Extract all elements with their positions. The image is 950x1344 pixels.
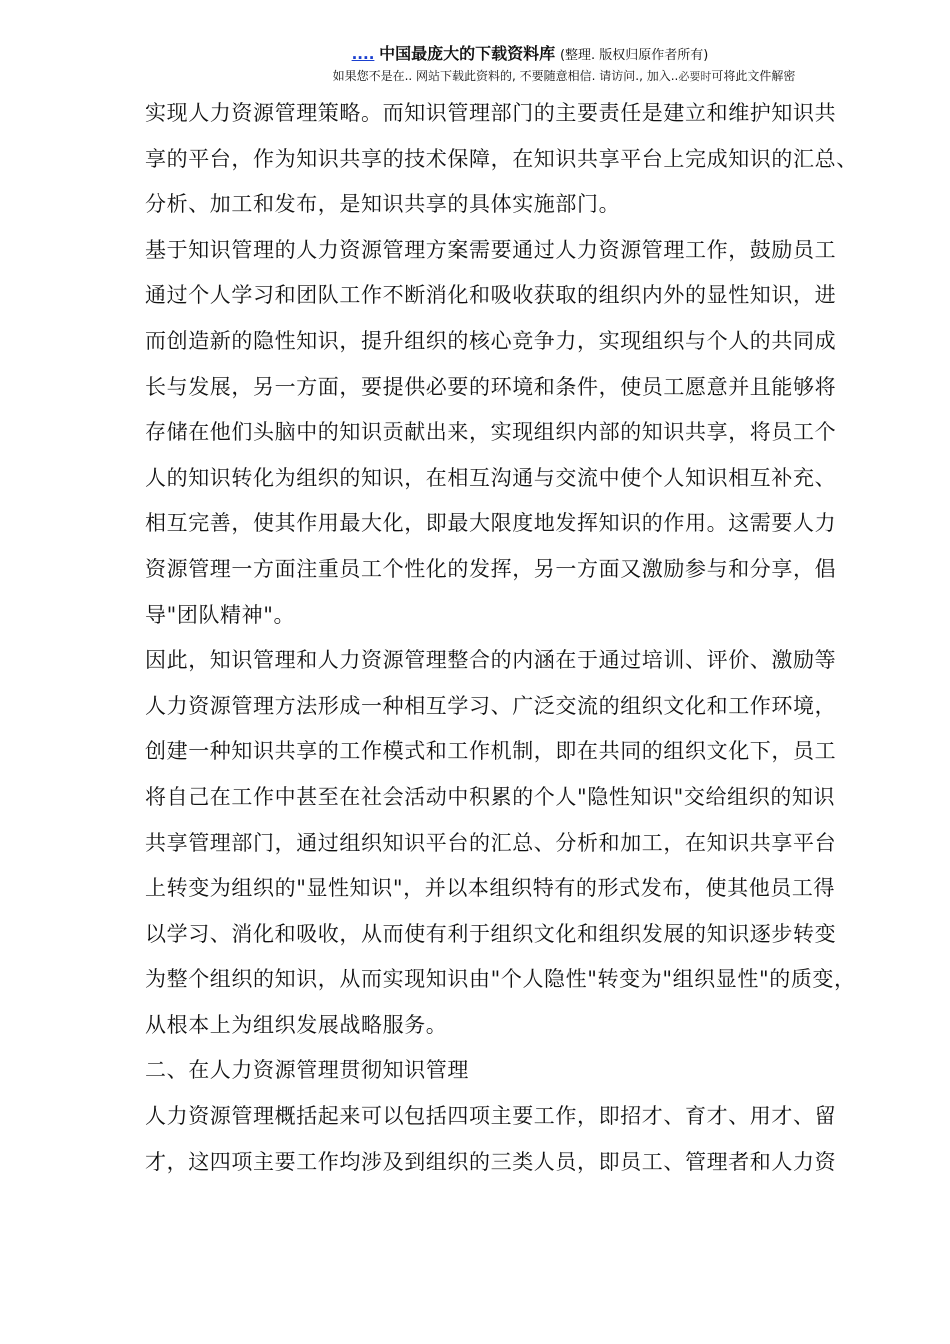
text-line: 以学习、消化和吸收，从而使有利于组织文化和组织发展的知识逐步转变: [145, 921, 837, 946]
text-line: 而创造新的隐性知识，提升组织的核心竞争力，实现组织与个人的共同成: [145, 328, 837, 353]
header-notice-small: 必要时: [678, 70, 712, 83]
header-line-2: [178, 68, 950, 85]
section-heading: 二、在人力资源管理贯彻知识管理: [145, 1058, 469, 1083]
text-line: 为整个组织的知识，从而实现知识由"个人隐性"转变为"组织显性"的质变，: [145, 967, 856, 992]
text-line: 相互完善，使其作用最大化，即最大限度地发挥知识的作用。这需要人力: [145, 511, 837, 536]
text-line: 存储在他们头脑中的知识贡献出来，实现组织内部的知识共享，将员工个: [145, 420, 837, 445]
header-notice-end: 可将此文件解密: [711, 69, 796, 83]
header-link-dots[interactable]: ....: [351, 45, 375, 63]
text-line: 共享管理部门，通过组织知识平台的汇总、分析和加工，在知识共享平台: [145, 830, 837, 855]
text-line: 实现人力资源管理策略。而知识管理部门的主要责任是建立和维护知识共: [145, 101, 837, 125]
text-line: 长与发展，另一方面，要提供必要的环境和条件，使员工愿意并且能够将: [145, 374, 837, 399]
page-header: [0, 44, 950, 85]
text-line: 才，这四项主要工作均涉及到组织的三类人员，即员工、管理者和人力资: [145, 1149, 837, 1174]
document-body: [145, 91, 875, 1185]
text-line: 通过个人学习和团队工作不断消化和吸收获取的组织内外的显性知识，进: [145, 283, 837, 308]
text-line: 从根本上为组织发展战略服务。: [145, 1012, 448, 1037]
text-line: 导"团队精神"。: [145, 602, 296, 627]
text-line: 将自己在工作中甚至在社会活动中积累的个人"隐性知识"交给组织的知识: [145, 784, 836, 809]
text-line: 因此，知识管理和人力资源管理整合的内涵在于通过培训、评价、激励等: [145, 648, 837, 673]
text-line: 资源管理一方面注重员工个性化的发挥，另一方面又激励参与和分享，倡: [145, 556, 837, 581]
text-line: 人力资源管理方法形成一种相互学习、广泛交流的组织文化和工作环境，: [145, 693, 837, 718]
text-line: 创建一种知识共享的工作模式和工作机制，即在共同的组织文化下，员工: [145, 739, 837, 764]
text-line: 人力资源管理概括起来可以包括四项主要工作，即招才、育才、用才、留: [145, 1104, 837, 1129]
header-line-1: [110, 44, 950, 66]
text-line: 上转变为组织的"显性知识"，并以本组织特有的形式发布，使其他员工得: [145, 876, 836, 901]
header-note: (整理. 版权归原作者所有): [559, 48, 709, 63]
text-line: 享的平台，作为知识共享的技术保障，在知识共享平台上完成知识的汇总、: [145, 146, 858, 171]
text-line: 基于知识管理的人力资源管理方案需要通过人力资源管理工作，鼓励员工: [145, 237, 837, 262]
header-title: 中国最庞大的下载资料库: [379, 44, 556, 63]
text-line: 人的知识转化为组织的知识，在相互沟通与交流中使个人知识相互补充、: [145, 465, 837, 490]
header-notice-text: 如果您不是在.. 网站下载此资料的, 不要随意相信. 请访问., 加入..: [332, 69, 679, 83]
text-line: 分析、加工和发布，是知识共享的具体实施部门。: [145, 192, 621, 217]
